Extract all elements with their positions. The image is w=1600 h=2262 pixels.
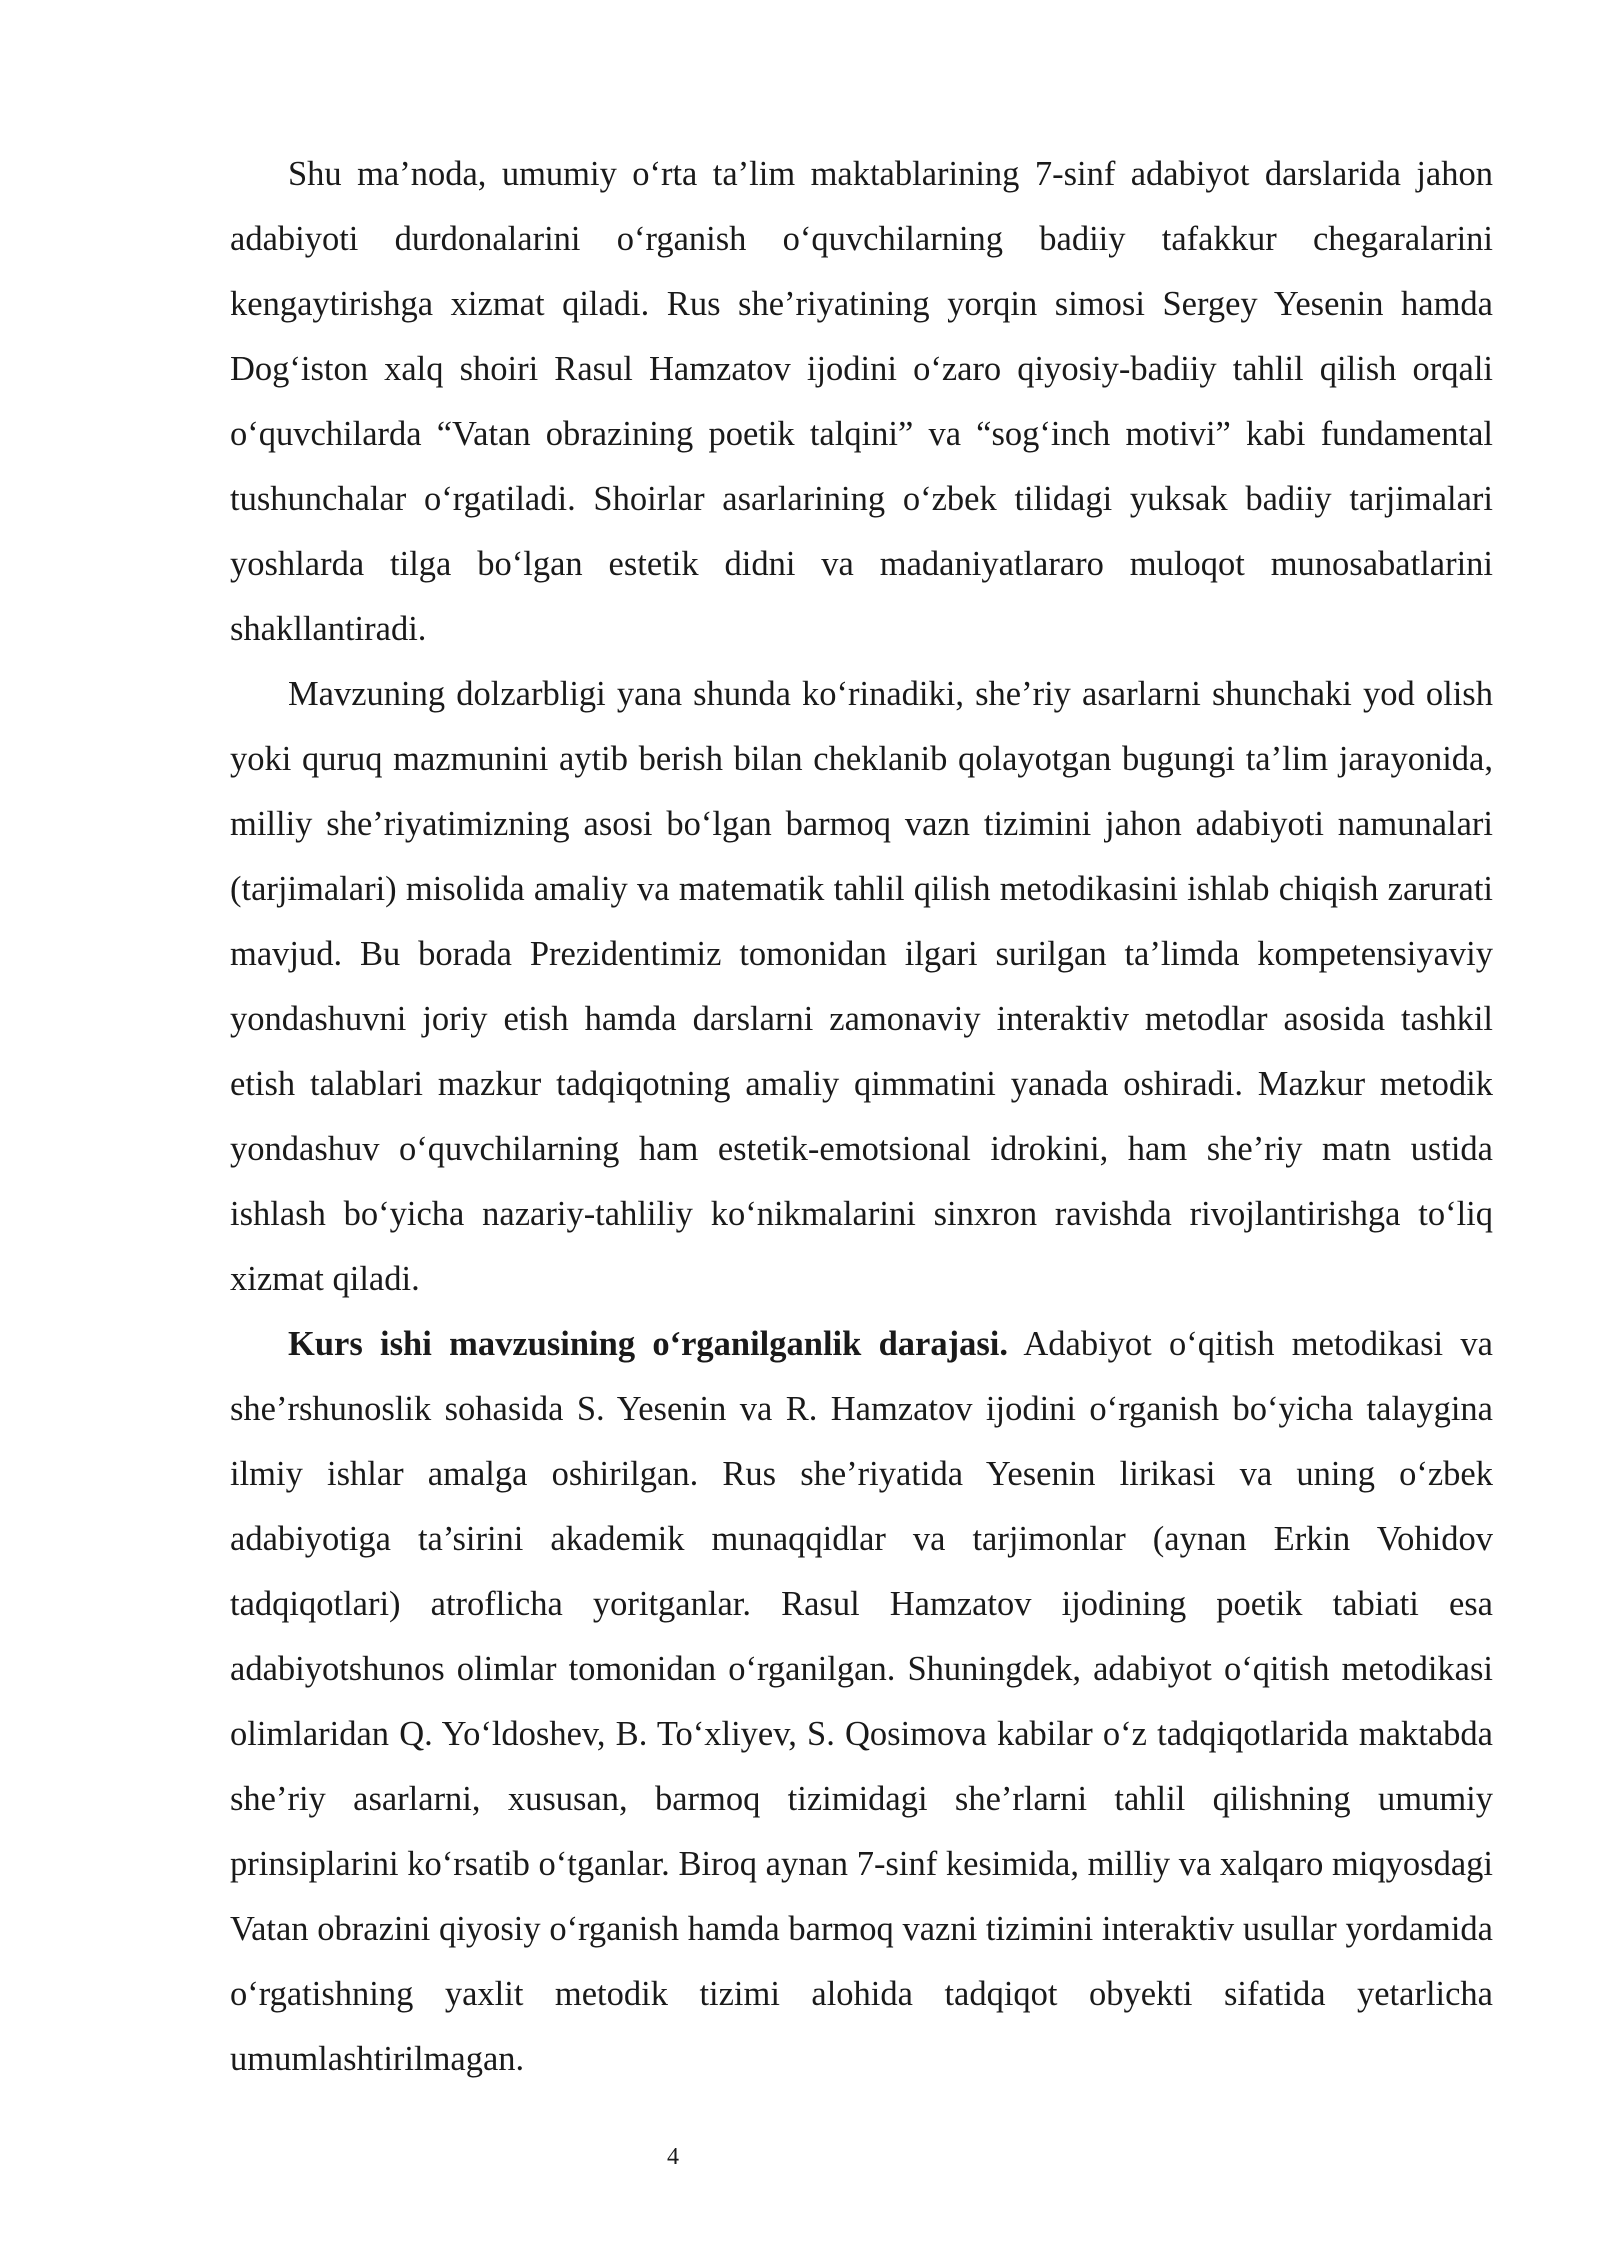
paragraph-2 (230, 662, 1493, 1312)
paragraph-1-text: Shu ma’noda, umumiy o‘rta ta’lim maktablarining 7-sinf adabiyot darslarida jahon adabiyoti durdonalarini o‘rganish o‘quvchilarning badiiy tafakkur chegaralarini kengaytirishga xizmat qiladi. Rus she’riyatining yorqin simosi Sergey Yesenin hamda Dog‘iston xalq shoiri Rasul Hamzatov ijodini o‘zaro qiyosiy-badiiy tahlil qilish orqali o‘quvchilarda “Vatan obrazining poetik talqini” va “sog‘inch motivi” kabi fundamental tushunchalar o‘rgatiladi. Shoirlar asarlarining o‘zbek tilidagi yuksak badiiy tarjimalari yoshlarda tilga bo‘lgan estetik didni va madaniyatlararo muloqot munosabatlarini shakllantiradi. (230, 155, 1493, 648)
paragraph-2-text: Mavzuning dolzarbligi yana shunda ko‘rinadiki, she’riy asarlarni shunchaki yod olish yoki quruq mazmunini aytib berish bilan cheklanib qolayotgan bugungi ta’lim jarayonida, milliy she’riyatimizning asosi bo‘lgan barmoq vazn tizimini jahon adabiyoti namunalari (tarjimalari) misolida amaliy va matematik tahlil qilish metodikasini ishlab chiqish zarurati mavjud. Bu borada Prezidentimiz tomonidan ilgari surilgan ta’limda kompetensiyaviy yondashuvni joriy etish hamda darslarni zamonaviy interaktiv metodlar asosida tashkil etish talablari mazkur tadqiqotning amaliy qimmatini yanada oshiradi. Mazkur metodik yondashuv o‘quvchilarning ham estetik-emotsional idrokini, ham she’riy matn ustida ishlash bo‘yicha nazariy-tahliliy ko‘nikmalarini sinxron ravishda rivojlantirishga to‘liq xizmat qiladi. (230, 675, 1493, 1298)
paragraph-3 (230, 1312, 1493, 2092)
paragraph-3-heading: Kurs ishi mavzusining o‘rganilganlik darajasi. (288, 1325, 1008, 1363)
document-body (230, 142, 1493, 2092)
paragraph-1 (230, 142, 1493, 662)
page-number: 4 (667, 2144, 679, 2170)
paragraph-3-text: Adabiyot o‘qitish metodikasi va she’rshunoslik sohasida S. Yesenin va R. Hamzatov ijodini o‘rganish bo‘yicha talaygina ilmiy ishlar amalga oshirilgan. Rus she’riyatida Yesenin lirikasi va uning o‘zbek adabiyotiga ta’sirini akademik munaqqidlar va tarjimonlar (aynan Erkin Vohidov tadqiqotlari) atroflicha yoritganlar. Rasul Hamzatov ijodining poetik tabiati esa adabiyotshunos olimlar tomonidan o‘rganilgan. Shuningdek, adabiyot o‘qitish metodikasi olimlaridan Q. Yo‘ldoshev, B. To‘xliyev, S. Qosimova kabilar o‘z tadqiqotlarida maktabda she’riy asarlarni, xususan, barmoq tizimidagi she’rlarni tahlil qilishning umumiy prinsiplarini ko‘rsatib o‘tganlar. Biroq aynan 7-sinf kesimida, milliy va xalqaro miqyosdagi Vatan obrazini qiyosiy o‘rganish hamda barmoq vazni tizimini interaktiv usullar yordamida o‘rgatishning yaxlit metodik tizimi alohida tadqiqot obyekti sifatida yetarlicha umumlashtirilmagan. (230, 1325, 1493, 2078)
